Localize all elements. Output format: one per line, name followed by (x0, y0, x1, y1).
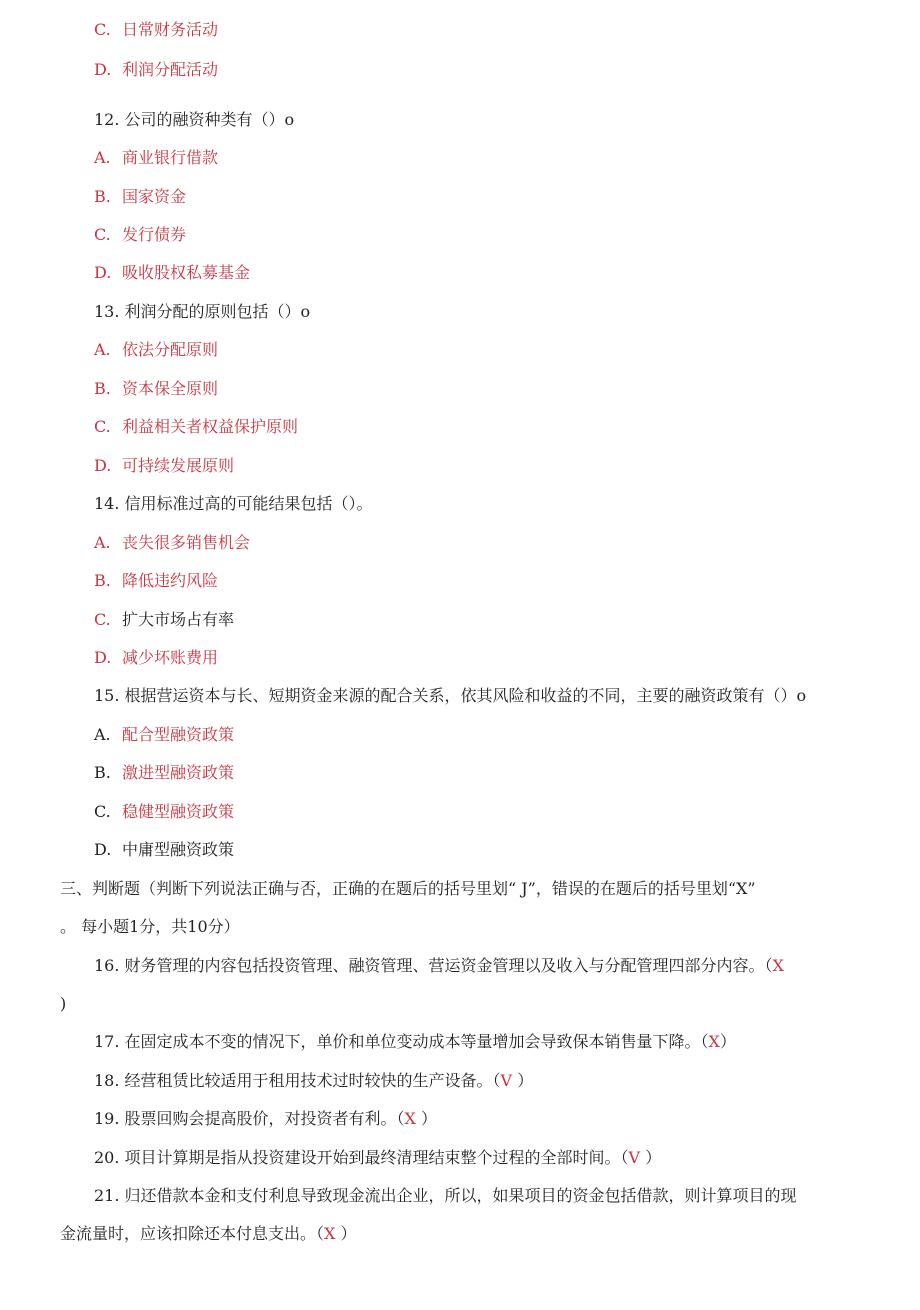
section3-heading-line1: 三、判断题（判断下列说法正确与否，正确的在题后的括号里划“ J”，错误的在题后的括号里划“X” (60, 879, 756, 898)
q16-close: ) (60, 994, 67, 1013)
q12-option-a: A. 商业银行借款 (94, 148, 219, 167)
q14-option-c: C. 扩大市场占有率 (94, 610, 235, 629)
q18-text: 18. 经营租赁比较适用于租用技术过时较快的生产设备。（V ） (94, 1071, 534, 1090)
q11-option-d: D. 利润分配活动 (94, 60, 219, 79)
q14-option-a: A. 丧失很多销售机会 (94, 533, 251, 552)
q13-option-a: A. 依法分配原则 (94, 340, 219, 359)
q14-stem: 14. 信用标准过高的可能结果包括（）。 (94, 494, 373, 513)
section3-heading-line2: 。 每小题1分，共10分） (60, 917, 240, 936)
q18-answer-mark: V (500, 1071, 513, 1090)
q17-text: 17. 在固定成本不变的情况下，单价和单位变动成本等量增加会导致保本销售量下降。（X） (94, 1032, 736, 1051)
q11-option-c: C. 日常财务活动 (94, 20, 219, 39)
q12-stem: 12. 公司的融资种类有（）o (94, 110, 295, 129)
q13-option-d: D. 可持续发展原则 (94, 456, 235, 475)
q15-option-d: D. 中庸型融资政策 (94, 840, 235, 859)
q14-option-b: B. 降低违约风险 (94, 571, 219, 590)
q13-option-c: C. 利益相关者权益保护原则 (94, 417, 299, 436)
q16-answer-mark: X (772, 956, 784, 975)
q12-option-c: C. 发行债券 (94, 225, 187, 244)
q13-option-b: B. 资本保全原则 (94, 379, 219, 398)
q19-answer-mark: X (404, 1109, 416, 1128)
q20-text: 20. 项目计算期是指从投资建设开始到最终清理结束整个过程的全部时间。（V ） (94, 1148, 662, 1167)
q21-text-line1: 21. 归还借款本金和支付利息导致现金流出企业，所以，如果项目的资金包括借款，则计算项目的现 (94, 1186, 797, 1205)
q21-answer-mark: X (324, 1224, 336, 1243)
q13-stem: 13. 利润分配的原则包括（）o (94, 302, 311, 321)
q19-text: 19. 股票回购会提高股价，对投资者有利。（X ） (94, 1109, 438, 1128)
q21-text-line2: 金流量时，应该扣除还本付息支出。（X ） (60, 1224, 357, 1243)
q15-option-b: B. 激进型融资政策 (94, 763, 235, 782)
q16-text: 16. 财务管理的内容包括投资管理、融资管理、营运资金管理以及收入与分配管理四部分内容。（X (94, 956, 784, 975)
q14-option-d: D. 减少坏账费用 (94, 648, 219, 667)
q12-option-b: B. 国家资金 (94, 187, 187, 206)
q17-answer-mark: X (708, 1032, 720, 1051)
q15-option-a: A. 配合型融资政策 (94, 725, 235, 744)
q15-option-c: C. 稳健型融资政策 (94, 802, 235, 821)
q20-answer-mark: V (628, 1148, 641, 1167)
q15-stem: 15. 根据营运资本与长、短期资金来源的配合关系，依其风险和收益的不同，主要的融资政策有（）o (94, 686, 807, 705)
q12-option-d: D. 吸收股权私募基金 (94, 263, 251, 282)
